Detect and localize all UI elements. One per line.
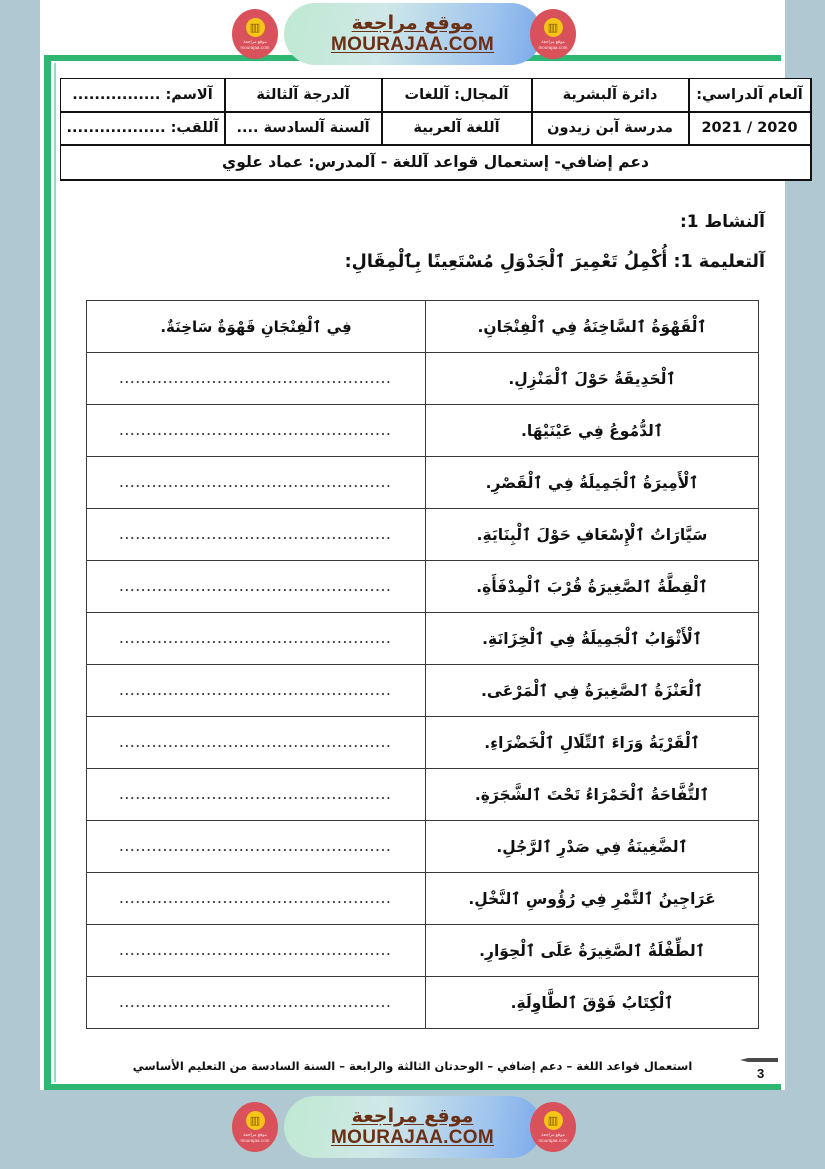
badge-caption-arabic: موقع مراجعة <box>243 1131 267 1137</box>
badge-caption-url: mourajaa.com <box>240 44 270 50</box>
mourajaa-logo-badge-right <box>530 1102 576 1152</box>
answer-blank-dots: .................................................. <box>119 996 393 1009</box>
badge-caption <box>538 39 567 51</box>
top-promo-banner <box>0 0 825 72</box>
field-label: آلمجال: آللغات <box>382 79 532 112</box>
answer-cell[interactable] <box>87 925 426 977</box>
worksheet-header-table <box>60 78 811 180</box>
sentence-cell: ٱلْحَدِيقَةُ حَوْلَ ٱلْمَنْزِلِ. <box>426 353 759 405</box>
promo-pill-top[interactable] <box>284 3 542 65</box>
table-row <box>87 353 759 405</box>
promo-arabic-text: موقع مراجعة <box>351 11 474 34</box>
table-row <box>87 561 759 613</box>
mourajaa-logo-badge-left <box>232 1102 278 1152</box>
answer-blank-dots: .................................................. <box>119 424 393 437</box>
answer-cell[interactable] <box>87 405 426 457</box>
promo-website-url[interactable]: MOURAJAA.COM <box>331 34 494 55</box>
answer-blank-dots: .................................................. <box>119 892 393 905</box>
answer-cell[interactable] <box>87 821 426 873</box>
table-row <box>87 977 759 1029</box>
sentence-cell: ٱلضَّغِينَةُ فِي صَدْرِ ٱلرَّجُلِ. <box>426 821 759 873</box>
book-icon: ▥ <box>544 1111 563 1130</box>
answer-blank-dots: .................................................. <box>119 580 393 593</box>
answer-cell[interactable] <box>87 977 426 1029</box>
header-row-2 <box>61 112 811 145</box>
subject-language: آللغة آلعربية <box>382 112 532 145</box>
exercise-table <box>86 300 759 1029</box>
answer-cell[interactable] <box>87 665 426 717</box>
school-level: آلسنة آلسادسة .... <box>225 112 382 145</box>
answer-blank-dots: .................................................. <box>119 476 393 489</box>
page-number: 3 <box>757 1066 765 1081</box>
sentence-cell: ٱلْأَمِيرَةُ ٱلْجَمِيلَةُ فِي ٱلْقَصْرِ. <box>426 457 759 509</box>
table-row <box>87 405 759 457</box>
badge-caption <box>240 1132 269 1144</box>
sentence-cell: ٱلْقِطَّةُ ٱلصَّغِيرَةُ قُرْبَ ٱلْمِدْفَأَةِ. <box>426 561 759 613</box>
bottom-promo-banner <box>0 1082 825 1169</box>
answer-blank-dots: .................................................. <box>119 788 393 801</box>
sentence-cell: ٱلْعَنْزَةُ ٱلصَّغِيرَةُ فِي ٱلْمَرْعَى. <box>426 665 759 717</box>
table-row <box>87 301 759 353</box>
promo-pill-bottom[interactable] <box>284 1096 542 1158</box>
book-icon: ▥ <box>246 1111 265 1130</box>
activity-title: آلنشاط 1: <box>679 212 765 232</box>
answer-cell[interactable]: فِي ٱلْفِنْجَانِ قَهْوَةٌ سَاخِنَةٌ. <box>87 301 426 353</box>
answer-blank-dots: .................................................. <box>119 944 393 957</box>
mourajaa-logo-badge-left <box>232 9 278 59</box>
sentence-cell: ٱلطِّفْلَةُ ٱلصَّغِيرَةُ عَلَى ٱلْحِوَارِ. <box>426 925 759 977</box>
grade-label: آلدرجة آلثالثة <box>225 79 382 112</box>
table-row <box>87 821 759 873</box>
answer-blank-dots: .................................................. <box>119 736 393 749</box>
table-row <box>87 665 759 717</box>
badge-caption-arabic: موقع مراجعة <box>541 38 565 44</box>
table-row <box>87 717 759 769</box>
answer-blank-dots: .................................................. <box>119 372 393 385</box>
answer-cell[interactable] <box>87 613 426 665</box>
lesson-subject-line: دعم إضافي- إستعمال قواعد آللغة - آلمدرس: عماد علوي <box>61 145 811 180</box>
answer-blank-dots: .................................................. <box>119 632 393 645</box>
page-number-rule <box>748 1058 778 1062</box>
answer-cell[interactable] <box>87 457 426 509</box>
badge-caption <box>538 1132 567 1144</box>
student-surname-field[interactable]: آللقب: .................. <box>61 112 225 145</box>
book-icon: ▥ <box>246 18 265 37</box>
activity-instruction: آلتعليمة 1: أُكْمِلُ تَعْمِيرَ ٱلْجَدْوَلِ مُسْتَعِينًا بِٱلْمِقَالِ: <box>344 252 765 272</box>
directorate-label: دائرة آلبشرية <box>532 79 689 112</box>
school-year-value: 2020 / 2021 <box>689 112 811 145</box>
sentence-cell: سَيَّارَاتُ ٱلْإِسْعَافِ حَوْلَ ٱلْبِنَايَةِ. <box>426 509 759 561</box>
badge-caption-url: mourajaa.com <box>538 44 568 50</box>
sentence-cell: ٱلْقَرْيَةُ وَرَاءَ ٱلتِّلَالِ ٱلْخَضْرَاءِ. <box>426 717 759 769</box>
sentence-cell: ٱلْقَهْوَةُ ٱلسَّاخِنَةُ فِي ٱلْفِنْجَانِ. <box>426 301 759 353</box>
badge-caption-arabic: موقع مراجعة <box>541 1131 565 1137</box>
promo-arabic-text: موقع مراجعة <box>351 1104 474 1127</box>
school-year-label: آلعام آلدراسي: <box>689 79 811 112</box>
answer-cell[interactable] <box>87 509 426 561</box>
answer-cell[interactable] <box>87 769 426 821</box>
answer-cell[interactable] <box>87 873 426 925</box>
school-name: مدرسة آبن زيدون <box>532 112 689 145</box>
promo-website-url[interactable]: MOURAJAA.COM <box>331 1127 494 1148</box>
badge-caption <box>240 39 269 51</box>
answer-blank-dots: .................................................. <box>119 684 393 697</box>
badge-caption-arabic: موقع مراجعة <box>243 38 267 44</box>
table-row <box>87 925 759 977</box>
table-row <box>87 613 759 665</box>
table-row <box>87 457 759 509</box>
answer-blank-dots: .................................................. <box>119 840 393 853</box>
mourajaa-logo-badge-right <box>530 9 576 59</box>
badge-caption-url: mourajaa.com <box>240 1137 270 1143</box>
header-row-1 <box>61 79 811 112</box>
sentence-cell: عَرَاجِينُ ٱلتَّمْرِ فِي رُؤُوسِ ٱلنَّخْلِ. <box>426 873 759 925</box>
header-row-subject <box>61 145 811 180</box>
answer-cell[interactable] <box>87 561 426 613</box>
answer-blank-dots: .................................................. <box>119 528 393 541</box>
footer-note: استعمال قواعد اللغة – دعم إضافي – الوحدتان الثالثة والرابعة – السنة السادسة من التعليم الأساسي <box>132 1059 693 1073</box>
table-row <box>87 873 759 925</box>
sentence-cell: ٱلتُّفَّاحَةُ ٱلْحَمْرَاءُ تَحْتَ ٱلشَّجَرَةِ. <box>426 769 759 821</box>
answer-cell[interactable] <box>87 353 426 405</box>
sentence-cell: ٱلدُّمُوعُ فِي عَيْنَيْهَا. <box>426 405 759 457</box>
book-icon: ▥ <box>544 18 563 37</box>
table-row <box>87 769 759 821</box>
badge-caption-url: mourajaa.com <box>538 1137 568 1143</box>
sentence-cell: ٱلْكِتَابُ فَوْقَ ٱلطَّاوِلَةِ. <box>426 977 759 1029</box>
answer-cell[interactable] <box>87 717 426 769</box>
student-name-field[interactable]: آلاسم: ................ <box>61 79 225 112</box>
sentence-cell: ٱلْأَثْوَابُ ٱلْجَمِيلَةُ فِي ٱلْخِزَانَةِ. <box>426 613 759 665</box>
table-row <box>87 509 759 561</box>
